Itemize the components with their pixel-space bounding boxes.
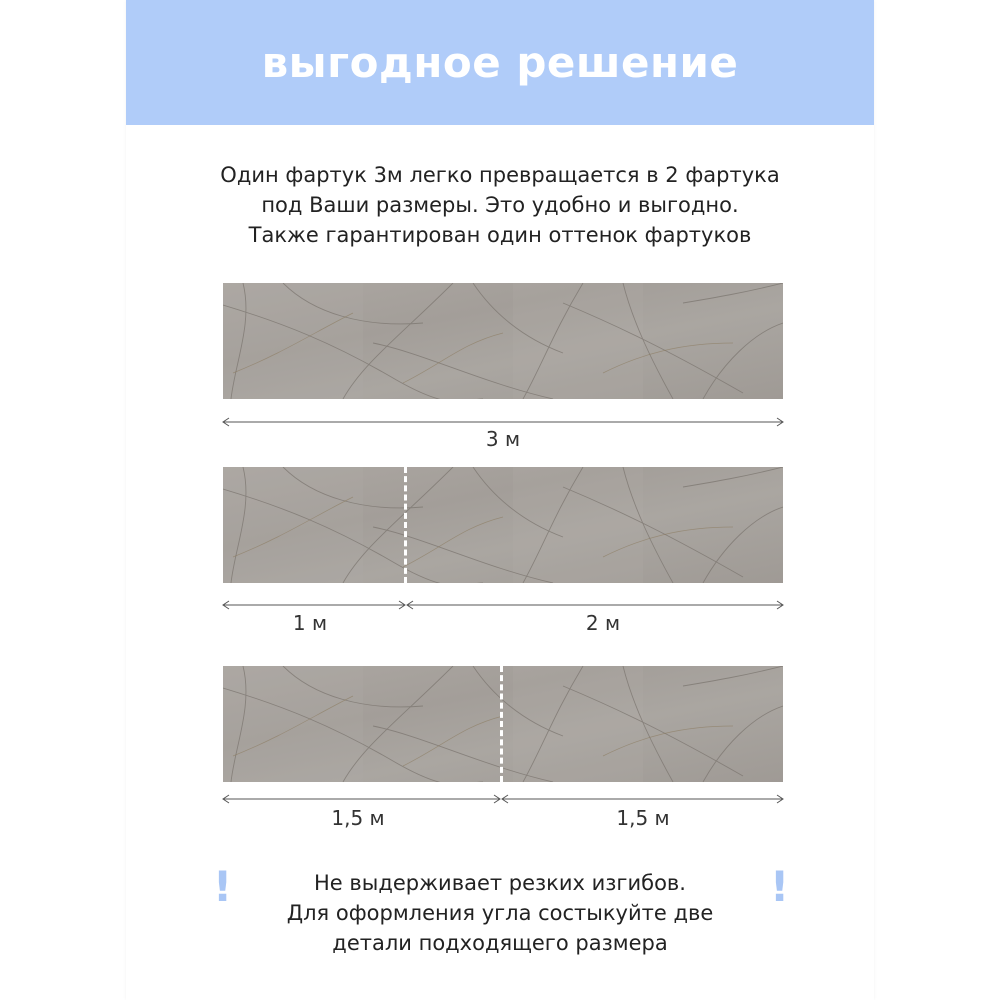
cut-line	[404, 467, 407, 583]
intro-line: Один фартук 3м легко превращается в 2 фартука	[220, 163, 780, 187]
dimension-label-1m: 1 м	[292, 611, 328, 635]
note-line: Для оформления угла состыкуйте две	[286, 901, 714, 925]
intro-line: Также гарантирован один оттенок фартуков	[248, 223, 752, 247]
cut-line	[500, 666, 503, 782]
marble-panel-split-1-5	[223, 666, 783, 782]
marble-panel-split-1-2	[223, 467, 783, 583]
exclamation-icon: !	[213, 862, 233, 911]
intro-text	[126, 160, 874, 250]
note-line: детали подходящего размера	[332, 931, 668, 955]
intro-line: под Ваши размеры. Это удобно и выгодно.	[261, 193, 739, 217]
marble-panel-3m	[223, 283, 783, 399]
header-title: выгодное решение	[261, 38, 739, 87]
dimension-line-1-5m-left	[222, 793, 501, 805]
dimension-label-1-5m-left: 1,5 м	[331, 806, 385, 830]
exclamation-icon: !	[770, 862, 790, 911]
note-line: Не выдерживает резких изгибов.	[314, 871, 686, 895]
dimension-line-1-5m-right	[501, 793, 784, 805]
dimension-label-1-5m-right: 1,5 м	[616, 806, 670, 830]
dimension-label-3m: 3 м	[485, 427, 521, 451]
header-banner	[126, 0, 874, 125]
dimension-line-2m	[406, 599, 784, 611]
dimension-line-1m	[222, 599, 406, 611]
dimension-label-2m: 2 м	[585, 611, 621, 635]
warning-note	[126, 862, 874, 958]
